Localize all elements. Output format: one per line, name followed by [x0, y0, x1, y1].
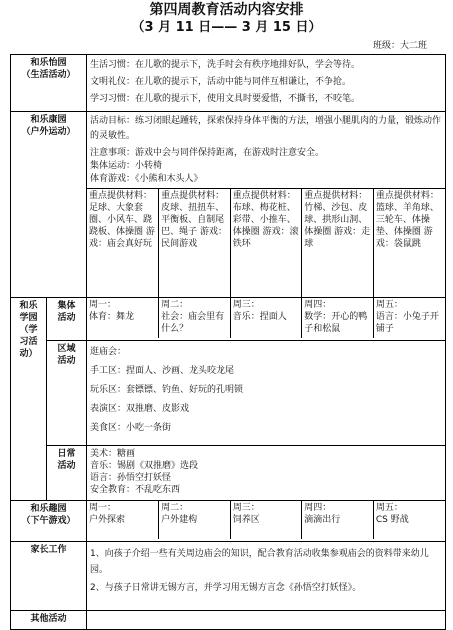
area-line: 表演区：双推磨、皮影戏	[90, 404, 190, 414]
leisure-content	[87, 501, 446, 542]
area-activity-content	[87, 341, 446, 446]
life-row	[11, 55, 446, 112]
area-line: 逛庙会：	[90, 347, 127, 357]
parents-item: 1、向孩子介绍一些有关周边庙会的知识，配合教育活动收集参观庙会的资料带来幼儿园。	[90, 549, 429, 575]
area-line: 玩乐区：套镖镖、钓鱼、好玩的孔明锁	[90, 385, 244, 395]
other-row	[11, 611, 446, 630]
outdoor-days-table	[87, 188, 445, 297]
other-label: 其他活动	[11, 611, 87, 630]
leisure-day-cell: 周五： CS 野战	[375, 503, 409, 525]
daily-activity-label: 日常 活动	[47, 446, 87, 501]
daily-line: 安全教育：不乱吃东西	[90, 485, 181, 495]
area-line: 手工区：捏面人、沙画、龙头咬龙尾	[90, 366, 235, 376]
class-name: 班级：大二班	[372, 41, 427, 51]
group-day-cell: 周四： 数学：开心的鸭子和松鼠	[302, 298, 374, 338]
study-daily-row	[11, 446, 446, 501]
outdoor-sport-game: 体育游戏：《小熊和木头人》	[90, 174, 203, 184]
leisure-day-cell: 周四： 滴滴出行	[302, 501, 374, 539]
group-day-cell: 周一： 体育：舞龙	[87, 298, 159, 338]
outdoor-row	[11, 112, 446, 298]
leisure-day-cell: 周三： 饲养区	[230, 501, 302, 539]
outdoor-day-cell: 重点提供材料：竹梯、沙包、皮球、拱形山洞、体操圈 游戏：走球	[302, 189, 374, 298]
leisure-day-cell: 周一： 户外探索	[87, 501, 159, 539]
other-content	[87, 611, 446, 630]
outdoor-note: 注意事项：游戏中会与同伴保持距离，在游戏时注意安全。	[90, 148, 325, 158]
outdoor-day-cell: 重点提供材料：足球、大象套圈、小风车、跷跷板、体操圈 游戏：庙会真好玩	[87, 189, 159, 298]
outdoor-label: 和乐康园 （户外运动）	[11, 112, 87, 298]
life-line-habit: 生活习惯：在儿歌的提示下，洗手时会有秩序地排好队，学会等待。	[90, 60, 361, 70]
group-day-cell: 周二： 社会：庙会里有什么？	[159, 298, 231, 338]
parents-item: 2、与孩子日常讲无锡方言，并学习用无锡方言念《孙悟空打妖怪》。	[90, 583, 362, 593]
area-line: 美食区：小吃一条街	[90, 423, 172, 433]
group-activity-content	[87, 298, 446, 341]
group-days-table	[87, 298, 445, 338]
leisure-row	[11, 501, 446, 542]
parents-content	[87, 542, 446, 611]
outdoor-group: 集体运动：小转椅	[90, 161, 163, 171]
parents-row	[11, 542, 446, 611]
leisure-day-cell: 周二： 户外建构	[159, 501, 231, 539]
life-content	[87, 55, 446, 112]
page-title: 第四周教育活动内容安排	[149, 2, 304, 18]
leisure-label: 和乐趣园 （下午游戏）	[11, 501, 87, 542]
study-group-row	[11, 298, 446, 341]
outdoor-day-cell: 重点提供材料：布球、梅花桩、彩带、小推车、体操圈 游戏：滚铁环	[230, 189, 302, 298]
date-range: （3 月 11 日—— 3 月 15 日）	[131, 20, 322, 35]
leisure-days-table	[87, 501, 445, 539]
study-area-row	[11, 341, 446, 446]
parents-label: 家长工作	[11, 542, 87, 611]
outdoor-content	[87, 112, 446, 298]
daily-line: 音乐：锡剧《双推磨》选段	[90, 461, 199, 471]
daily-line: 美术：糖画	[90, 449, 136, 459]
outdoor-day-cell: 重点提供材料：皮球、扭扭车、平衡板、自制尾巴、绳子 游戏：民间游戏	[159, 189, 231, 298]
life-line-manners: 文明礼仪：在儿歌的提示下，活动中能与同伴互相谦让，不争抢。	[90, 77, 352, 87]
life-label: 和乐怡园 （生活活动）	[11, 55, 87, 112]
outdoor-goal: 活动目标：练习闭眼起踵转，探索保持身体平衡的方法，增强小腿肌肉的力量，锻炼动作的灵敏性。	[90, 116, 442, 141]
area-activity-label: 区域 活动	[47, 341, 87, 446]
group-day-cell: 周五： 语言：小兔子开铺子	[375, 300, 439, 334]
group-day-cell: 周三： 音乐：捏面人	[230, 298, 302, 338]
schedule-table	[10, 54, 446, 630]
life-line-study: 学习习惯：在儿歌的提示下，使用文具时要爱惜，不撕书，不咬笔。	[90, 94, 361, 104]
outdoor-day-cell: 重点提供材料：篮球、羊角球、三轮车、体操垫、体操圈 游戏：袋鼠跳	[373, 189, 445, 298]
group-activity-label: 集体 活动	[47, 298, 87, 341]
study-label: 和乐 学园 （学 习活 动）	[11, 298, 47, 501]
daily-activity-content	[87, 446, 446, 501]
daily-line: 语言：孙悟空打妖怪	[90, 473, 172, 483]
